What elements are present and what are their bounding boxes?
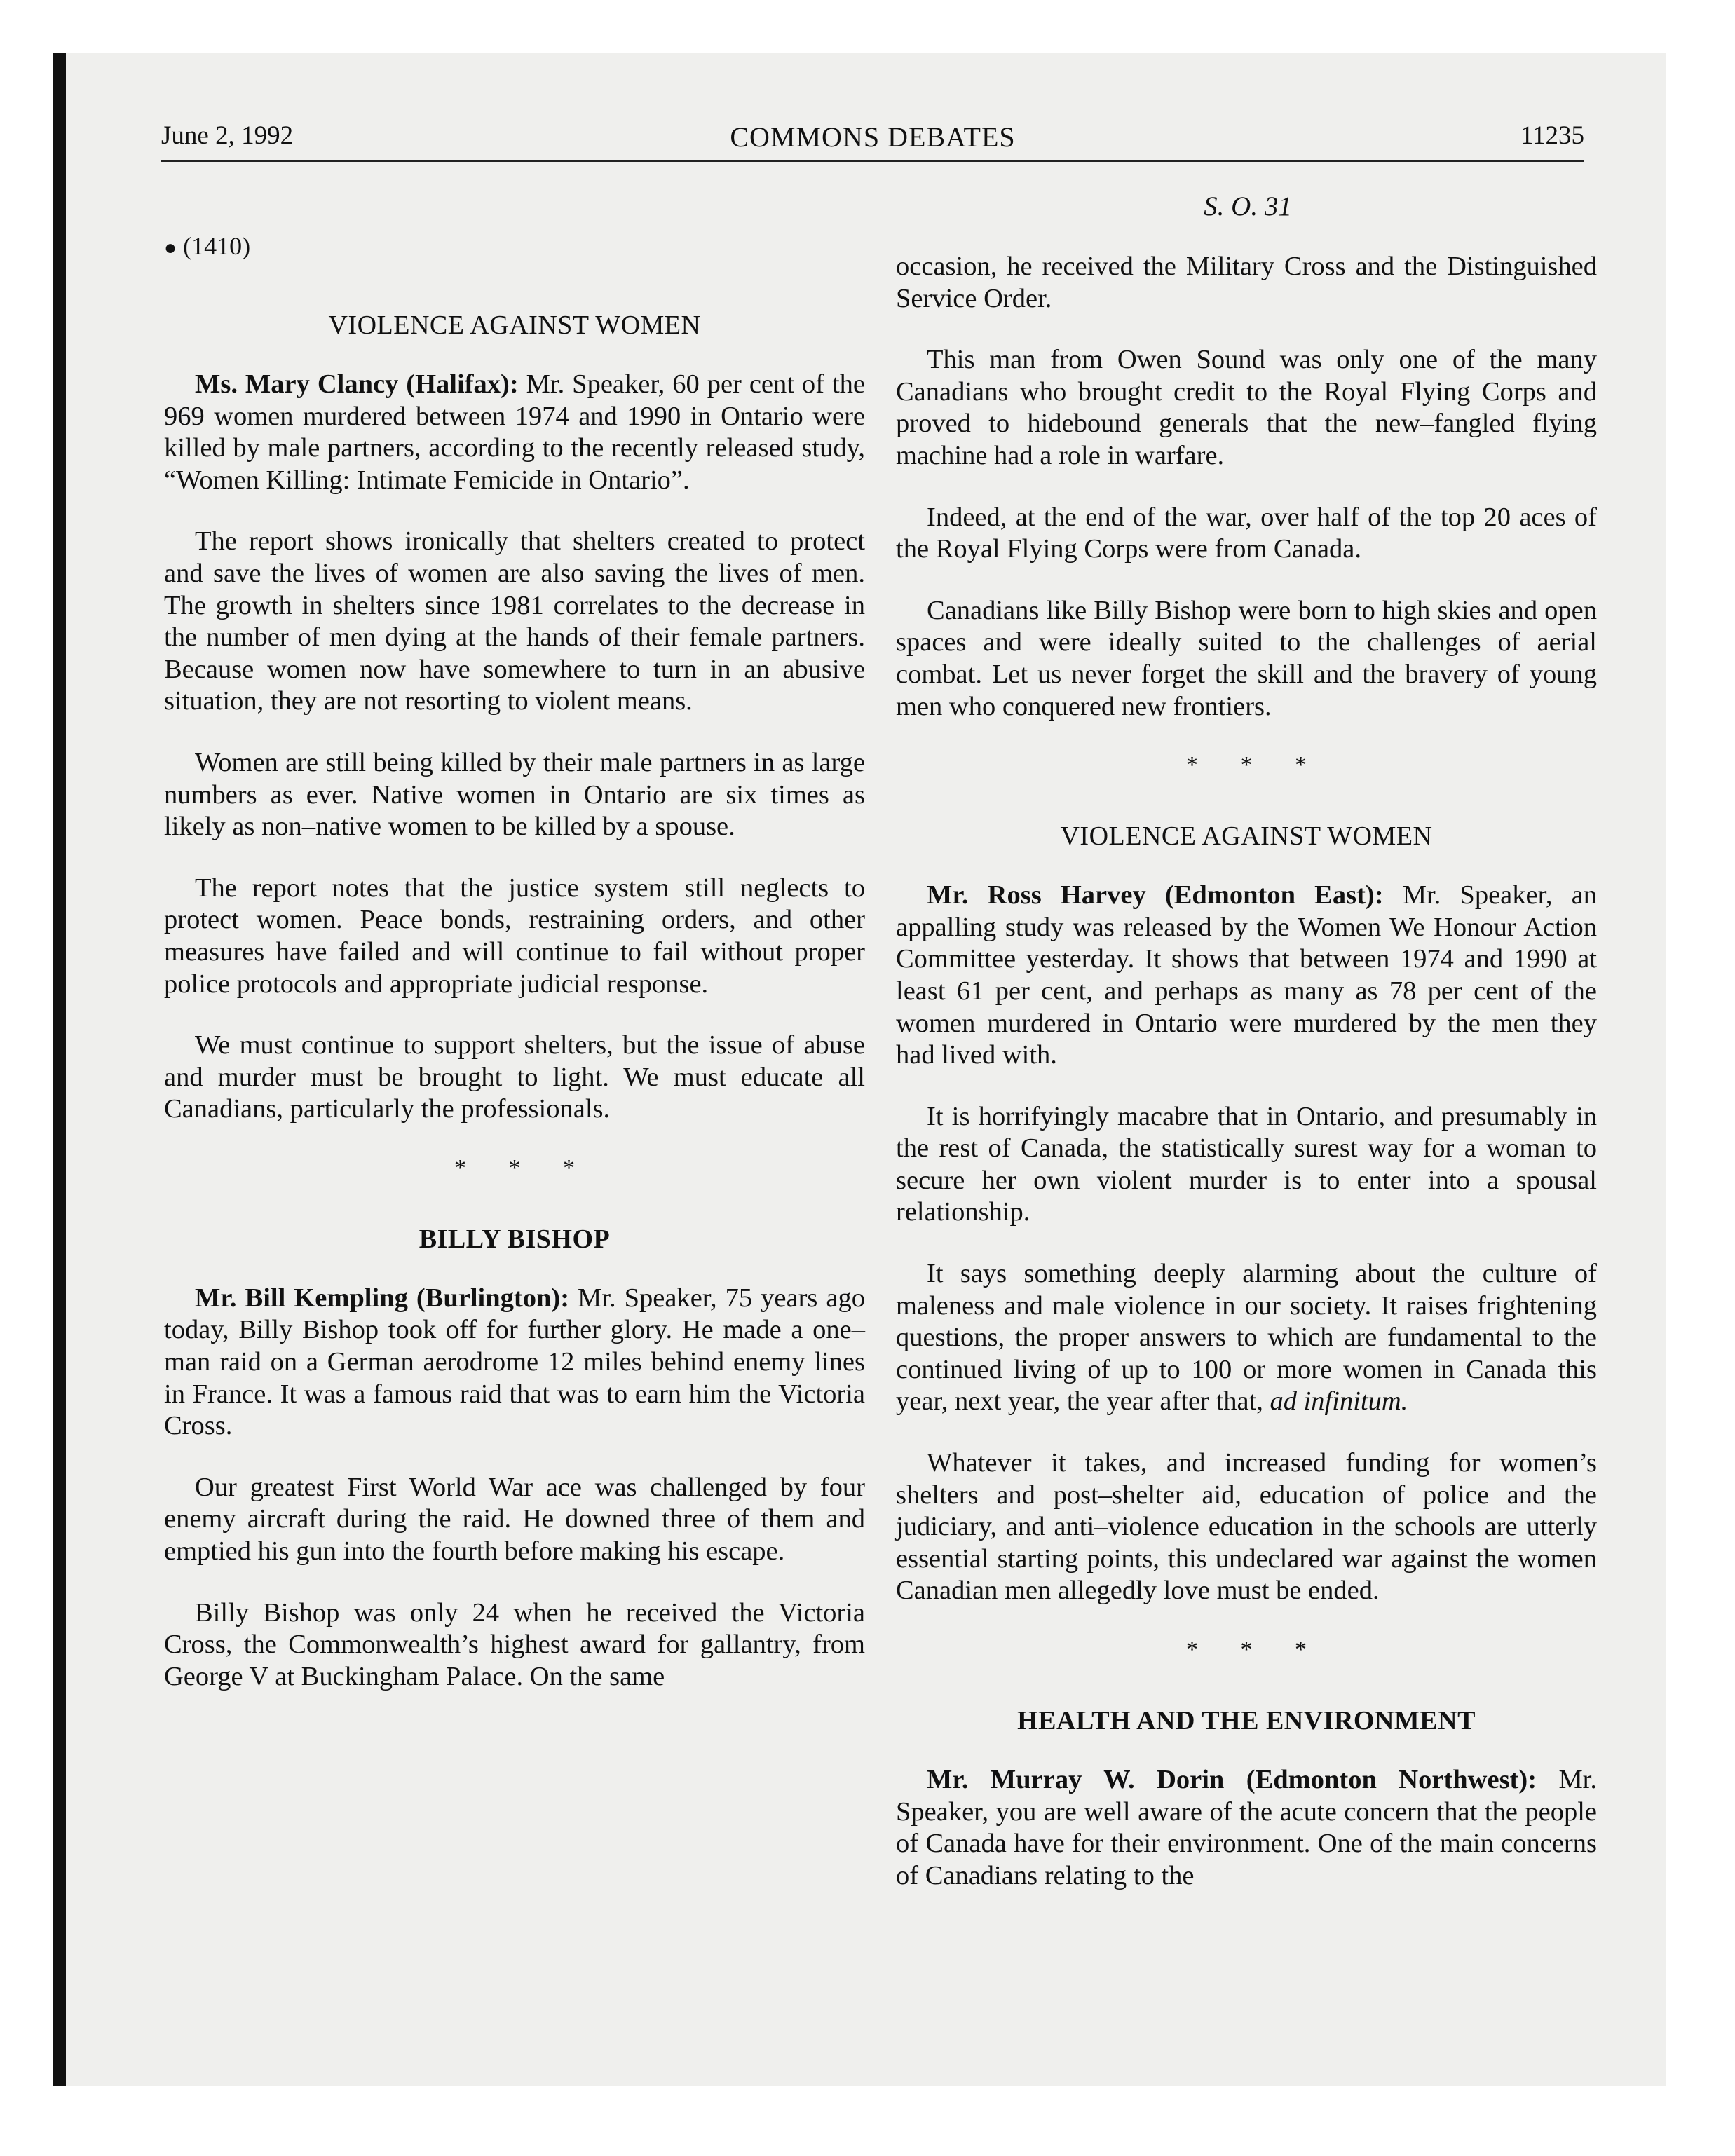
speaker-name: Mr. Ross Harvey (Edmonton East): bbox=[927, 880, 1384, 910]
bullet-icon: ● bbox=[164, 236, 177, 259]
timestamp bbox=[164, 231, 865, 261]
section-heading-violence-2: VIOLENCE AGAINST WOMEN bbox=[1060, 821, 1433, 852]
latin-phrase: ad infinitum. bbox=[1270, 1386, 1408, 1417]
paragraph: It is horrifyingly macabre that in Ontario, and presumably in the rest of Canada, the statistically surest way for a woman to secure her own violent murder is to enter into a spousal relationship. bbox=[896, 1101, 1597, 1227]
header-page-number: 11235 bbox=[1520, 121, 1584, 150]
speaker-name: Mr. Murray W. Dorin (Edmonton Northwest): bbox=[927, 1765, 1537, 1794]
paragraph-text: Mr. Speaker, 60 per cent of the 969 women murdered between 1974 and 1990 in Ontario were killed by male partners, according to the recently released study, “Women Killing: Intimate Femicide in Ontario”. bbox=[164, 369, 866, 495]
paragraph: occasion, he received the Military Cross and the Distinguished Service Order. bbox=[896, 252, 1597, 313]
paragraph-text: Mr. Speaker, you are well aware of the acute concern that the people of Canada have for their environment. One of the main concerns of Canadians relating to the bbox=[896, 1765, 1597, 1890]
paragraph: Whatever it takes, and increased funding for women’s shelters and post–shelter aid, education of police and the judiciary, and anti–violence education in the schools are utterly essential starting points, this undeclared war against the women Canadian men allegedly love must be ended. bbox=[896, 1448, 1597, 1606]
paragraph: The report notes that the justice system still neglects to protect women. Peace bonds, restraining orders, and other measures have failed and will continue to fail without proper police protocols and appropriate judicial response. bbox=[164, 873, 865, 999]
paragraph: This man from Owen Sound was only one of the many Canadians who brought credit to the Royal Flying Corps and proved to hidebound generals that the new–fangled flying machine had a role in warfare. bbox=[896, 345, 1597, 470]
paragraph bbox=[896, 880, 1597, 1072]
paragraph bbox=[164, 369, 865, 496]
header-rule bbox=[161, 160, 1584, 162]
section-heading-violence-1: VIOLENCE AGAINST WOMEN bbox=[328, 311, 701, 340]
speaker-name: Ms. Mary Clancy (Halifax): bbox=[195, 369, 519, 399]
running-header bbox=[161, 118, 1584, 153]
paragraph: Billy Bishop was only 24 when he received the Victoria Cross, the Commonwealth’s highest award for gallantry, from George V at Buckingham Palace. On the same bbox=[164, 1597, 865, 1691]
paragraph: Our greatest First World War ace was challenged by four enemy aircraft during the raid. He downed three of them and emptied his gun into the fourth before making his escape. bbox=[164, 1472, 865, 1567]
paragraph bbox=[164, 1283, 865, 1442]
section-separator: * * * bbox=[1186, 1637, 1325, 1663]
paragraph bbox=[896, 1764, 1597, 1892]
paragraph bbox=[896, 1258, 1597, 1418]
paragraph: The report shows ironically that shelters created to protect and save the lives of women are also saving the lives of men. The growth in shelters since 1981 correlates to the decrease in the number of men dying at the hands of their female partners. Because women now have somewhere to turn in an abusive situation, they are not resorting to violent means. bbox=[164, 526, 865, 716]
paragraph: We must continue to support shelters, but the issue of abuse and murder must be brought to light. We must educate all Canadians, particularly the professionals. bbox=[164, 1030, 865, 1124]
header-title: COMMONS DEBATES bbox=[730, 121, 1016, 153]
section-separator: * * * bbox=[454, 1154, 593, 1181]
scan-edge-shadow bbox=[53, 53, 66, 2086]
section-separator: * * * bbox=[1186, 752, 1325, 779]
paragraph-text: Mr. Speaker, 75 years ago today, Billy Bishop took off for further glory. He made a one–man raid on a German aerodrome 12 miles behind enemy lines in France. It was a famous raid that was to earn him the Victoria Cross. bbox=[164, 1283, 865, 1441]
right-column bbox=[896, 251, 1597, 1921]
header-date: June 2, 1992 bbox=[161, 121, 294, 150]
standing-order-label: S. O. 31 bbox=[1204, 191, 1292, 221]
paragraph: Indeed, at the end of the war, over half of the top 20 aces of the Royal Flying Corps were from Canada. bbox=[896, 502, 1597, 564]
paragraph-text: Mr. Speaker, an appalling study was released by the Women We Honour Action Committee yesterday. It shows that between 1974 and 1990 at least 61 per cent, and perhaps as many as 78 per cent of the women murdered in Ontario were murdered by the men they had lived with. bbox=[896, 880, 1597, 1070]
speaker-name: Mr. Bill Kempling (Burlington): bbox=[195, 1283, 570, 1313]
section-heading-billy-bishop: BILLY BISHOP bbox=[419, 1224, 611, 1254]
paragraph: Women are still being killed by their male partners in as large numbers as ever. Native women in Ontario are six times as likely as non–native women to be killed by a spouse. bbox=[164, 747, 865, 842]
section-heading-health-environment: HEALTH AND THE ENVIRONMENT bbox=[1017, 1706, 1476, 1735]
paragraph-text: It says something deeply alarming about the culture of maleness and male violence in our society. It raises frightening questions, the proper answers to which are fundamental to the continued living of up to 100 or more women in Canada this year, next year, the year after that, bbox=[896, 1259, 1597, 1417]
timestamp-text: (1410) bbox=[183, 232, 251, 260]
paragraph: Canadians like Billy Bishop were born to high skies and open spaces and were ideally suited to the challenges of aerial combat. Let us never forget the skill and the bravery of young men who conquered new frontiers. bbox=[896, 595, 1597, 721]
left-column bbox=[164, 231, 865, 1722]
